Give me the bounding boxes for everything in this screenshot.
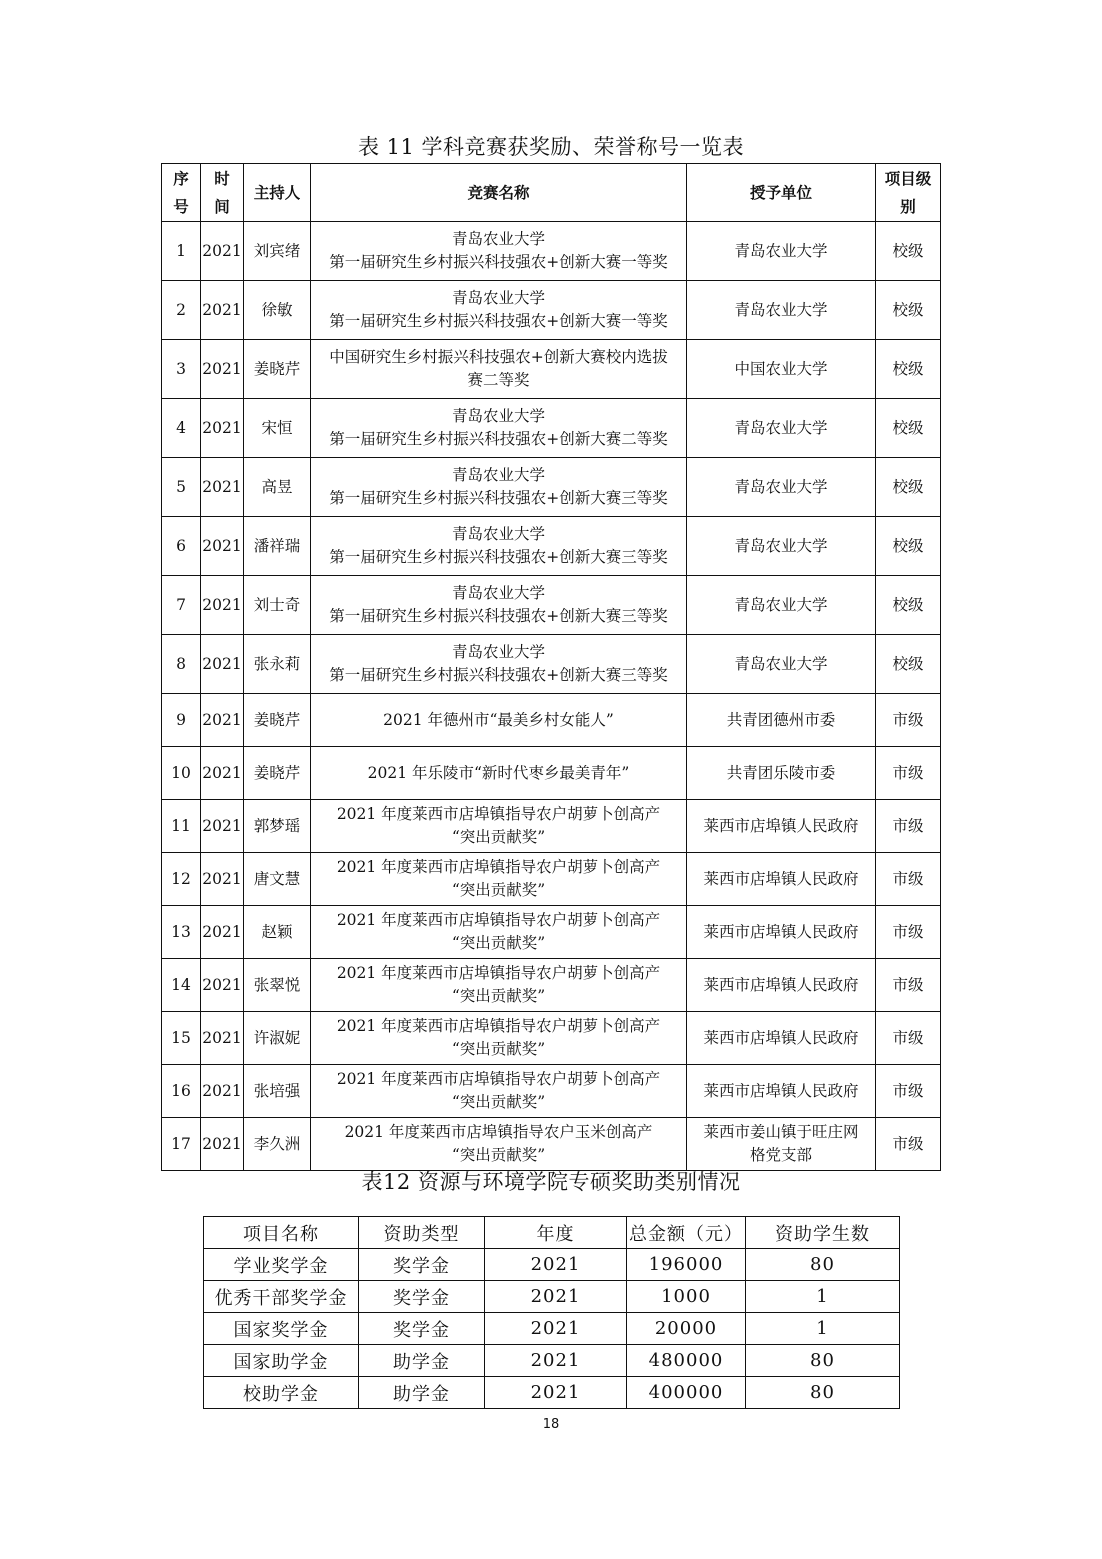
- table-row: [162, 340, 941, 399]
- awards-table: [161, 163, 941, 1171]
- serial-cell: 15: [162, 1012, 201, 1065]
- table-cell: 2021: [485, 1313, 627, 1345]
- header-cell: 资助类型: [359, 1217, 485, 1249]
- level-cell: 校级: [876, 517, 941, 576]
- serial-cell: 6: [162, 517, 201, 576]
- level-cell: 市级: [876, 1118, 941, 1171]
- header-serial: 序 号: [162, 164, 201, 222]
- unit-cell: 共青团乐陵市委: [687, 747, 876, 800]
- table-row: [162, 853, 941, 906]
- level-cell: 市级: [876, 800, 941, 853]
- host-cell: 姜晓芹: [244, 340, 311, 399]
- table-cell: 奖学金: [359, 1249, 485, 1281]
- unit-cell: 莱西市店埠镇人民政府: [687, 959, 876, 1012]
- year-cell: 2021: [201, 800, 244, 853]
- table-cell: 助学金: [359, 1377, 485, 1409]
- table-cell: 学业奖学金: [204, 1249, 359, 1281]
- year-cell: 2021: [201, 635, 244, 694]
- year-cell: 2021: [201, 853, 244, 906]
- table-cell: 80: [746, 1377, 900, 1409]
- competition-cell: 2021 年度莱西市店埠镇指导农户胡萝卜创高产 “突出贡献奖”: [311, 800, 687, 853]
- unit-cell: 莱西市店埠镇人民政府: [687, 1012, 876, 1065]
- table-cell: 校助学金: [204, 1377, 359, 1409]
- level-cell: 市级: [876, 1065, 941, 1118]
- serial-cell: 14: [162, 959, 201, 1012]
- unit-cell: 青岛农业大学: [687, 458, 876, 517]
- host-cell: 张培强: [244, 1065, 311, 1118]
- serial-cell: 10: [162, 747, 201, 800]
- serial-cell: 8: [162, 635, 201, 694]
- unit-cell: 青岛农业大学: [687, 399, 876, 458]
- header-cell: 项目名称: [204, 1217, 359, 1249]
- level-cell: 校级: [876, 576, 941, 635]
- host-cell: 宋恒: [244, 399, 311, 458]
- year-cell: 2021: [201, 222, 244, 281]
- unit-cell: 青岛农业大学: [687, 281, 876, 340]
- table-row: [162, 1012, 941, 1065]
- table-row: [162, 576, 941, 635]
- serial-cell: 7: [162, 576, 201, 635]
- competition-cell: 青岛农业大学 第一届研究生乡村振兴科技强农+创新大赛一等奖: [311, 222, 687, 281]
- competition-cell: 2021 年度莱西市店埠镇指导农户玉米创高产 “突出贡献奖”: [311, 1118, 687, 1171]
- host-cell: 赵颖: [244, 906, 311, 959]
- table-cell: 196000: [627, 1249, 746, 1281]
- year-cell: 2021: [201, 1118, 244, 1171]
- table-cell: 80: [746, 1345, 900, 1377]
- table-cell: 400000: [627, 1377, 746, 1409]
- table12-title: 表12 资源与环境学院专硕奖助类别情况: [361, 1170, 741, 1194]
- table-cell: 1000: [627, 1281, 746, 1313]
- level-cell: 校级: [876, 340, 941, 399]
- scholarship-table: [203, 1216, 900, 1409]
- host-cell: 徐敏: [244, 281, 311, 340]
- header-cell: 资助学生数: [746, 1217, 900, 1249]
- header-unit: 授予单位: [687, 164, 876, 222]
- host-cell: 许淑妮: [244, 1012, 311, 1065]
- year-cell: 2021: [201, 694, 244, 747]
- level-cell: 市级: [876, 906, 941, 959]
- page-number: 18: [542, 1417, 560, 1432]
- competition-cell: 青岛农业大学 第一届研究生乡村振兴科技强农+创新大赛三等奖: [311, 458, 687, 517]
- serial-cell: 16: [162, 1065, 201, 1118]
- host-cell: 潘祥瑞: [244, 517, 311, 576]
- competition-cell: 2021 年度莱西市店埠镇指导农户胡萝卜创高产 “突出贡献奖”: [311, 853, 687, 906]
- host-cell: 郭梦瑶: [244, 800, 311, 853]
- table-row: [162, 959, 941, 1012]
- level-cell: 市级: [876, 694, 941, 747]
- competition-cell: 青岛农业大学 第一届研究生乡村振兴科技强农+创新大赛一等奖: [311, 281, 687, 340]
- serial-cell: 4: [162, 399, 201, 458]
- table-cell: 2021: [485, 1249, 627, 1281]
- competition-cell: 2021 年度莱西市店埠镇指导农户胡萝卜创高产 “突出贡献奖”: [311, 1012, 687, 1065]
- competition-cell: 青岛农业大学 第一届研究生乡村振兴科技强农+创新大赛三等奖: [311, 576, 687, 635]
- table-cell: 2021: [485, 1377, 627, 1409]
- level-cell: 市级: [876, 853, 941, 906]
- host-cell: 张永莉: [244, 635, 311, 694]
- level-cell: 校级: [876, 222, 941, 281]
- table-row: [162, 222, 941, 281]
- level-cell: 市级: [876, 747, 941, 800]
- host-cell: 唐文慧: [244, 853, 311, 906]
- unit-cell: 青岛农业大学: [687, 576, 876, 635]
- table-row: [204, 1345, 900, 1377]
- serial-cell: 12: [162, 853, 201, 906]
- year-cell: 2021: [201, 281, 244, 340]
- unit-cell: 莱西市店埠镇人民政府: [687, 906, 876, 959]
- table11-title: 表 11 学科竞赛获奖励、荣誉称号一览表: [357, 135, 745, 159]
- serial-cell: 9: [162, 694, 201, 747]
- competition-cell: 中国研究生乡村振兴科技强农+创新大赛校内选拔 赛二等奖: [311, 340, 687, 399]
- unit-cell: 青岛农业大学: [687, 635, 876, 694]
- table-header-row: [162, 164, 941, 222]
- competition-cell: 2021 年德州市“最美乡村女能人”: [311, 694, 687, 747]
- table-cell: 480000: [627, 1345, 746, 1377]
- serial-cell: 5: [162, 458, 201, 517]
- table-cell: 奖学金: [359, 1281, 485, 1313]
- level-cell: 校级: [876, 635, 941, 694]
- table-cell: 2021: [485, 1345, 627, 1377]
- unit-cell: 莱西市店埠镇人民政府: [687, 853, 876, 906]
- year-cell: 2021: [201, 747, 244, 800]
- unit-cell: 莱西市姜山镇于旺庄网 格党支部: [687, 1118, 876, 1171]
- table-cell: 20000: [627, 1313, 746, 1345]
- table-header-row: [204, 1217, 900, 1249]
- unit-cell: 青岛农业大学: [687, 517, 876, 576]
- serial-cell: 13: [162, 906, 201, 959]
- year-cell: 2021: [201, 906, 244, 959]
- table-row: [204, 1377, 900, 1409]
- table-row: [204, 1313, 900, 1345]
- table-row: [162, 1118, 941, 1171]
- year-cell: 2021: [201, 576, 244, 635]
- year-cell: 2021: [201, 458, 244, 517]
- year-cell: 2021: [201, 399, 244, 458]
- competition-cell: 青岛农业大学 第一届研究生乡村振兴科技强农+创新大赛三等奖: [311, 517, 687, 576]
- table-cell: 助学金: [359, 1345, 485, 1377]
- host-cell: 张翠悦: [244, 959, 311, 1012]
- host-cell: 李久洲: [244, 1118, 311, 1171]
- table-cell: 1: [746, 1313, 900, 1345]
- year-cell: 2021: [201, 1012, 244, 1065]
- level-cell: 校级: [876, 399, 941, 458]
- serial-cell: 17: [162, 1118, 201, 1171]
- table-cell: 优秀干部奖学金: [204, 1281, 359, 1313]
- header-cell: 总金额（元）: [627, 1217, 746, 1249]
- serial-cell: 1: [162, 222, 201, 281]
- year-cell: 2021: [201, 517, 244, 576]
- year-cell: 2021: [201, 1065, 244, 1118]
- table-row: [162, 458, 941, 517]
- competition-cell: 2021 年度莱西市店埠镇指导农户胡萝卜创高产 “突出贡献奖”: [311, 1065, 687, 1118]
- header-time: 时 间: [201, 164, 244, 222]
- unit-cell: 中国农业大学: [687, 340, 876, 399]
- table-cell: 2021: [485, 1281, 627, 1313]
- table-row: [162, 1065, 941, 1118]
- level-cell: 市级: [876, 1012, 941, 1065]
- table-row: [162, 399, 941, 458]
- competition-cell: 2021 年度莱西市店埠镇指导农户胡萝卜创高产 “突出贡献奖”: [311, 906, 687, 959]
- host-cell: 姜晓芹: [244, 694, 311, 747]
- header-competition: 竞赛名称: [311, 164, 687, 222]
- year-cell: 2021: [201, 959, 244, 1012]
- unit-cell: 莱西市店埠镇人民政府: [687, 1065, 876, 1118]
- host-cell: 姜晓芹: [244, 747, 311, 800]
- table-cell: 80: [746, 1249, 900, 1281]
- unit-cell: 青岛农业大学: [687, 222, 876, 281]
- serial-cell: 2: [162, 281, 201, 340]
- table-row: [162, 281, 941, 340]
- table-row: [162, 635, 941, 694]
- level-cell: 市级: [876, 959, 941, 1012]
- unit-cell: 共青团德州市委: [687, 694, 876, 747]
- table-row: [204, 1249, 900, 1281]
- competition-cell: 2021 年度莱西市店埠镇指导农户胡萝卜创高产 “突出贡献奖”: [311, 959, 687, 1012]
- header-level: 项目级 别: [876, 164, 941, 222]
- table-row: [204, 1281, 900, 1313]
- level-cell: 校级: [876, 281, 941, 340]
- table-row: [162, 694, 941, 747]
- table-cell: 国家助学金: [204, 1345, 359, 1377]
- year-cell: 2021: [201, 340, 244, 399]
- competition-cell: 青岛农业大学 第一届研究生乡村振兴科技强农+创新大赛二等奖: [311, 399, 687, 458]
- competition-cell: 青岛农业大学 第一届研究生乡村振兴科技强农+创新大赛三等奖: [311, 635, 687, 694]
- header-cell: 年度: [485, 1217, 627, 1249]
- table-cell: 1: [746, 1281, 900, 1313]
- serial-cell: 3: [162, 340, 201, 399]
- header-host: 主持人: [244, 164, 311, 222]
- level-cell: 校级: [876, 458, 941, 517]
- table-cell: 国家奖学金: [204, 1313, 359, 1345]
- table-row: [162, 906, 941, 959]
- competition-cell: 2021 年乐陵市“新时代枣乡最美青年”: [311, 747, 687, 800]
- host-cell: 刘宾绪: [244, 222, 311, 281]
- host-cell: 高昱: [244, 458, 311, 517]
- host-cell: 刘士奇: [244, 576, 311, 635]
- unit-cell: 莱西市店埠镇人民政府: [687, 800, 876, 853]
- serial-cell: 11: [162, 800, 201, 853]
- table-row: [162, 517, 941, 576]
- table-cell: 奖学金: [359, 1313, 485, 1345]
- table-row: [162, 747, 941, 800]
- table-row: [162, 800, 941, 853]
